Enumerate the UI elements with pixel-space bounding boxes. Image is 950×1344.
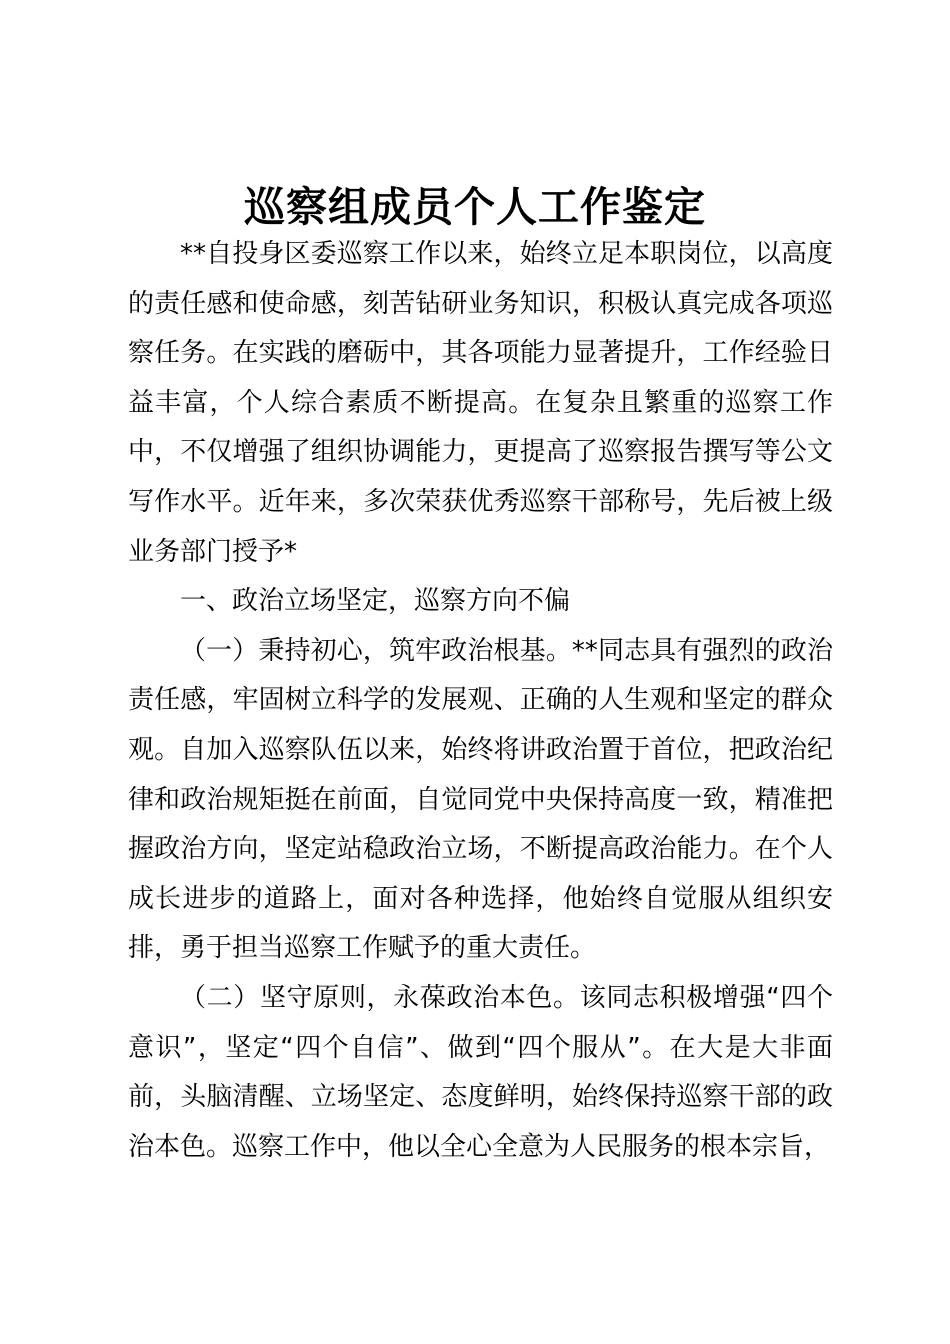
section-heading-1: 一、政治立场坚定，巡察方向不偏 bbox=[180, 586, 571, 617]
intro-paragraph: **自投身区委巡察工作以来，始终立足本职岗位，以高度的责任感和使命感，刻苦钻研业务知识，积极认真完成各项巡察任务。在实践的磨砺中，其各项能力显著提升，工作经验日益丰富，个人综合素质不断提高。在复杂且繁重的巡察工作中，不仅增强了组织协调能力，更提高了巡察报告撰写等公文写作水平。近年来，多次荣获优秀巡察干部称号，先后被上级业务部门授予* bbox=[128, 239, 833, 567]
document-title: 巡察组成员个人工作鉴定 bbox=[244, 183, 706, 231]
paragraph-1-1: （一）秉持初心，筑牢政治根基。**同志具有强烈的政治责任感，牢固树立科学的发展观、正确的人生观和坚定的群众观。自加入巡察队伍以来，始终将讲政治置于首位，把政治纪律和政治规矩挺在前面，自觉同党中央保持高度一致，精准把握政治方向，坚定站稳政治立场，不断提高政治能力。在个人成长进步的道路上，面对各种选择，他始终自觉服从组织安排，勇于担当巡察工作赋予的重大责任。 bbox=[128, 635, 833, 964]
document-body bbox=[128, 230, 833, 1172]
paragraph-1-2: （二）坚守原则，永葆政治本色。该同志积极增强“四个意识”，坚定“四个自信”、做到“四个服从”。在大是大非面前，头脑清醒、立场坚定、态度鲜明，始终保持巡察干部的政治本色。巡察工作中，他以全心全意为人民服务的根本宗旨， bbox=[128, 982, 833, 1162]
